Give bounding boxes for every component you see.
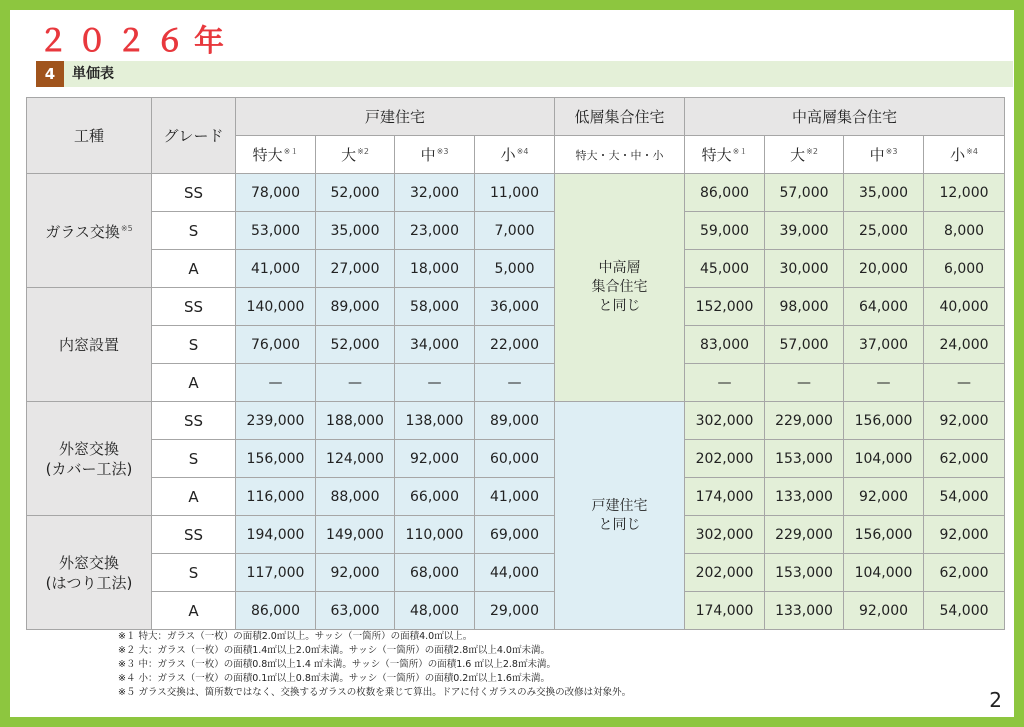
grade-cell: S [152, 326, 236, 364]
section-title: 単価表 [72, 66, 114, 82]
size-header: 特大$^{※1}$ [685, 136, 765, 174]
price-cell-highrise: 104,000 [844, 554, 924, 592]
price-cell-highrise: 59,000 [685, 212, 765, 250]
footnote: ※３ 中：ガラス（一枚）の面積0.8㎡以上1.4 ㎡未満。サッシ（一箇所）の面積1.6 ㎡以上2.8㎡未満。 [118, 659, 556, 670]
price-cell-highrise: 39,000 [765, 212, 844, 250]
grade-cell: A [152, 592, 236, 630]
merge-text: と同じ [598, 516, 641, 533]
section-header [36, 61, 1013, 87]
lowrise-same-as-detached [555, 402, 685, 630]
table-row [27, 250, 1005, 288]
price-cell-highrise: 92,000 [844, 478, 924, 516]
page-number: 2 [989, 688, 1002, 712]
price-cell-detached: 78,000 [236, 174, 316, 212]
table-row [27, 212, 1005, 250]
price-cell-detached: 66,000 [395, 478, 475, 516]
price-cell-detached: — [395, 364, 475, 402]
price-cell-detached: 7,000 [475, 212, 555, 250]
price-cell-highrise: 40,000 [924, 288, 1005, 326]
price-cell-highrise: 156,000 [844, 516, 924, 554]
size-header: 小$^{※4}$ [924, 136, 1005, 174]
price-cell-detached: 36,000 [475, 288, 555, 326]
price-cell-detached: 29,000 [475, 592, 555, 630]
footnote: ※２ 大：ガラス（一枚）の面積1.4㎡以上2.0㎡未満。サッシ（一箇所）の面積2.8㎡以上4.0㎡未満。 [118, 645, 550, 656]
price-cell-highrise: 302,000 [685, 516, 765, 554]
table-row [27, 326, 1005, 364]
table-row [27, 174, 1005, 212]
price-cell-highrise: 202,000 [685, 440, 765, 478]
price-cell-highrise: 62,000 [924, 554, 1005, 592]
table-row [27, 288, 1005, 326]
price-cell-highrise: 202,000 [685, 554, 765, 592]
grade-cell: A [152, 478, 236, 516]
grade-cell: S [152, 440, 236, 478]
price-cell-highrise: 229,000 [765, 402, 844, 440]
table-row [27, 402, 1005, 440]
price-cell-detached: 18,000 [395, 250, 475, 288]
grade-cell: S [152, 554, 236, 592]
price-cell-highrise: — [844, 364, 924, 402]
category-cell [27, 402, 152, 516]
price-cell-highrise: 133,000 [765, 592, 844, 630]
price-cell-detached: 69,000 [475, 516, 555, 554]
category-note: ※5 [120, 224, 133, 233]
header-grade: グレード [152, 98, 236, 174]
category-cell [27, 516, 152, 630]
price-cell-detached: 239,000 [236, 402, 316, 440]
price-cell-highrise: 45,000 [685, 250, 765, 288]
year-title: ２０２６年 [38, 24, 233, 59]
grade-cell: A [152, 250, 236, 288]
price-cell-highrise: 153,000 [765, 440, 844, 478]
price-cell-detached: 149,000 [316, 516, 395, 554]
price-cell-detached: 88,000 [316, 478, 395, 516]
price-cell-detached: 44,000 [475, 554, 555, 592]
price-cell-detached: 89,000 [475, 402, 555, 440]
price-cell-detached: 194,000 [236, 516, 316, 554]
price-cell-detached: 86,000 [236, 592, 316, 630]
price-cell-highrise: 302,000 [685, 402, 765, 440]
price-cell-highrise: 62,000 [924, 440, 1005, 478]
table-row [27, 554, 1005, 592]
price-cell-detached: 32,000 [395, 174, 475, 212]
price-cell-highrise: 54,000 [924, 592, 1005, 630]
price-cell-detached: 52,000 [316, 174, 395, 212]
price-cell-highrise: 54,000 [924, 478, 1005, 516]
price-cell-highrise: 35,000 [844, 174, 924, 212]
price-cell-detached: 188,000 [316, 402, 395, 440]
grade-cell: SS [152, 174, 236, 212]
price-cell-detached: 89,000 [316, 288, 395, 326]
table-row [27, 478, 1005, 516]
price-cell-highrise: 133,000 [765, 478, 844, 516]
price-cell-highrise: 86,000 [685, 174, 765, 212]
price-cell-detached: 117,000 [236, 554, 316, 592]
merge-text: 中高層 [598, 260, 641, 276]
size-header: 大$^{※2}$ [316, 136, 395, 174]
footnotes [118, 630, 898, 700]
category-cell [27, 288, 152, 402]
price-cell-detached: 156,000 [236, 440, 316, 478]
grade-cell: SS [152, 288, 236, 326]
price-cell-highrise: 174,000 [685, 592, 765, 630]
price-cell-detached: — [316, 364, 395, 402]
price-cell-detached: 34,000 [395, 326, 475, 364]
price-cell-highrise: 24,000 [924, 326, 1005, 364]
merge-text: と同じ [598, 298, 641, 314]
price-cell-detached: 138,000 [395, 402, 475, 440]
merge-text: 戸建住宅 [591, 497, 648, 514]
price-cell-highrise: 8,000 [924, 212, 1005, 250]
merge-text: 集合住宅 [591, 279, 648, 295]
category-name: 外窓交換 [58, 553, 119, 572]
category-subname: (カバー工法) [45, 459, 133, 478]
price-cell-detached: 63,000 [316, 592, 395, 630]
price-cell-detached: 92,000 [316, 554, 395, 592]
section-number: 4 [36, 61, 64, 87]
price-cell-detached: 27,000 [316, 250, 395, 288]
size-header: 特大$^{※1}$ [236, 136, 316, 174]
lowrise-size-header: 特大・大・中・小 [555, 136, 685, 174]
grade-cell: A [152, 364, 236, 402]
price-cell-highrise: 64,000 [844, 288, 924, 326]
footnote: ※５ ガラス交換は、箇所数ではなく、交換するガラスの枚数を乗じて算出。ドアに付くガラスのみ交換の改修は対象外。 [118, 687, 632, 698]
price-cell-highrise: 57,000 [765, 174, 844, 212]
unit-price-table [26, 97, 1005, 630]
price-cell-highrise: — [765, 364, 844, 402]
category-name: 外窓交換 [58, 439, 119, 458]
price-cell-highrise: 104,000 [844, 440, 924, 478]
price-cell-highrise: 20,000 [844, 250, 924, 288]
price-cell-detached: 53,000 [236, 212, 316, 250]
price-cell-detached: 23,000 [395, 212, 475, 250]
price-cell-detached: — [236, 364, 316, 402]
price-cell-detached: 58,000 [395, 288, 475, 326]
price-cell-detached: 140,000 [236, 288, 316, 326]
category-subname: (はつり工法) [45, 573, 133, 592]
price-cell-highrise: 6,000 [924, 250, 1005, 288]
price-cell-highrise: 92,000 [844, 592, 924, 630]
grade-cell: SS [152, 516, 236, 554]
price-cell-highrise: — [924, 364, 1005, 402]
price-cell-highrise: 92,000 [924, 516, 1005, 554]
price-cell-highrise: 229,000 [765, 516, 844, 554]
category-name: 内窓設置 [58, 335, 119, 354]
price-cell-highrise: — [685, 364, 765, 402]
price-cell-detached: — [475, 364, 555, 402]
price-cell-highrise: 37,000 [844, 326, 924, 364]
category-cell [27, 174, 152, 288]
price-cell-detached: 41,000 [475, 478, 555, 516]
price-cell-detached: 22,000 [475, 326, 555, 364]
table-row [27, 592, 1005, 630]
price-cell-highrise: 152,000 [685, 288, 765, 326]
size-header: 小$^{※4}$ [475, 136, 555, 174]
lowrise-same-as-highrise [555, 174, 685, 402]
size-header: 大$^{※2}$ [765, 136, 844, 174]
price-cell-highrise: 25,000 [844, 212, 924, 250]
price-cell-detached: 52,000 [316, 326, 395, 364]
price-cell-highrise: 98,000 [765, 288, 844, 326]
header-lowrise: 低層集合住宅 [555, 98, 685, 136]
price-cell-highrise: 30,000 [765, 250, 844, 288]
header-highrise: 中高層集合住宅 [685, 98, 1005, 136]
footnote: ※１ 特大：ガラス（一枚）の面積2.0㎡以上。サッシ（一箇所）の面積4.0㎡以上。 [118, 631, 473, 642]
header-detached: 戸建住宅 [236, 98, 555, 136]
price-cell-detached: 124,000 [316, 440, 395, 478]
category-name: ガラス交換 [45, 223, 120, 241]
price-cell-highrise: 156,000 [844, 402, 924, 440]
price-cell-highrise: 12,000 [924, 174, 1005, 212]
price-cell-detached: 41,000 [236, 250, 316, 288]
grade-cell: SS [152, 402, 236, 440]
price-cell-highrise: 92,000 [924, 402, 1005, 440]
header-kousyu: 工種 [27, 98, 152, 174]
price-cell-highrise: 83,000 [685, 326, 765, 364]
price-cell-detached: 5,000 [475, 250, 555, 288]
price-cell-highrise: 153,000 [765, 554, 844, 592]
price-cell-detached: 110,000 [395, 516, 475, 554]
footnote: ※４ 小：ガラス（一枚）の面積0.1㎡以上0.8㎡未満。サッシ（一箇所）の面積0.2㎡以上1.6㎡未満。 [118, 673, 550, 684]
price-cell-detached: 68,000 [395, 554, 475, 592]
price-cell-detached: 60,000 [475, 440, 555, 478]
grade-cell: S [152, 212, 236, 250]
price-cell-highrise: 57,000 [765, 326, 844, 364]
price-cell-highrise: 174,000 [685, 478, 765, 516]
price-cell-detached: 11,000 [475, 174, 555, 212]
table-row [27, 364, 1005, 402]
price-cell-detached: 35,000 [316, 212, 395, 250]
price-cell-detached: 92,000 [395, 440, 475, 478]
price-cell-detached: 48,000 [395, 592, 475, 630]
table-row [27, 516, 1005, 554]
price-cell-detached: 76,000 [236, 326, 316, 364]
size-header: 中$^{※3}$ [395, 136, 475, 174]
price-cell-detached: 116,000 [236, 478, 316, 516]
size-header: 中$^{※3}$ [844, 136, 924, 174]
table-row [27, 440, 1005, 478]
